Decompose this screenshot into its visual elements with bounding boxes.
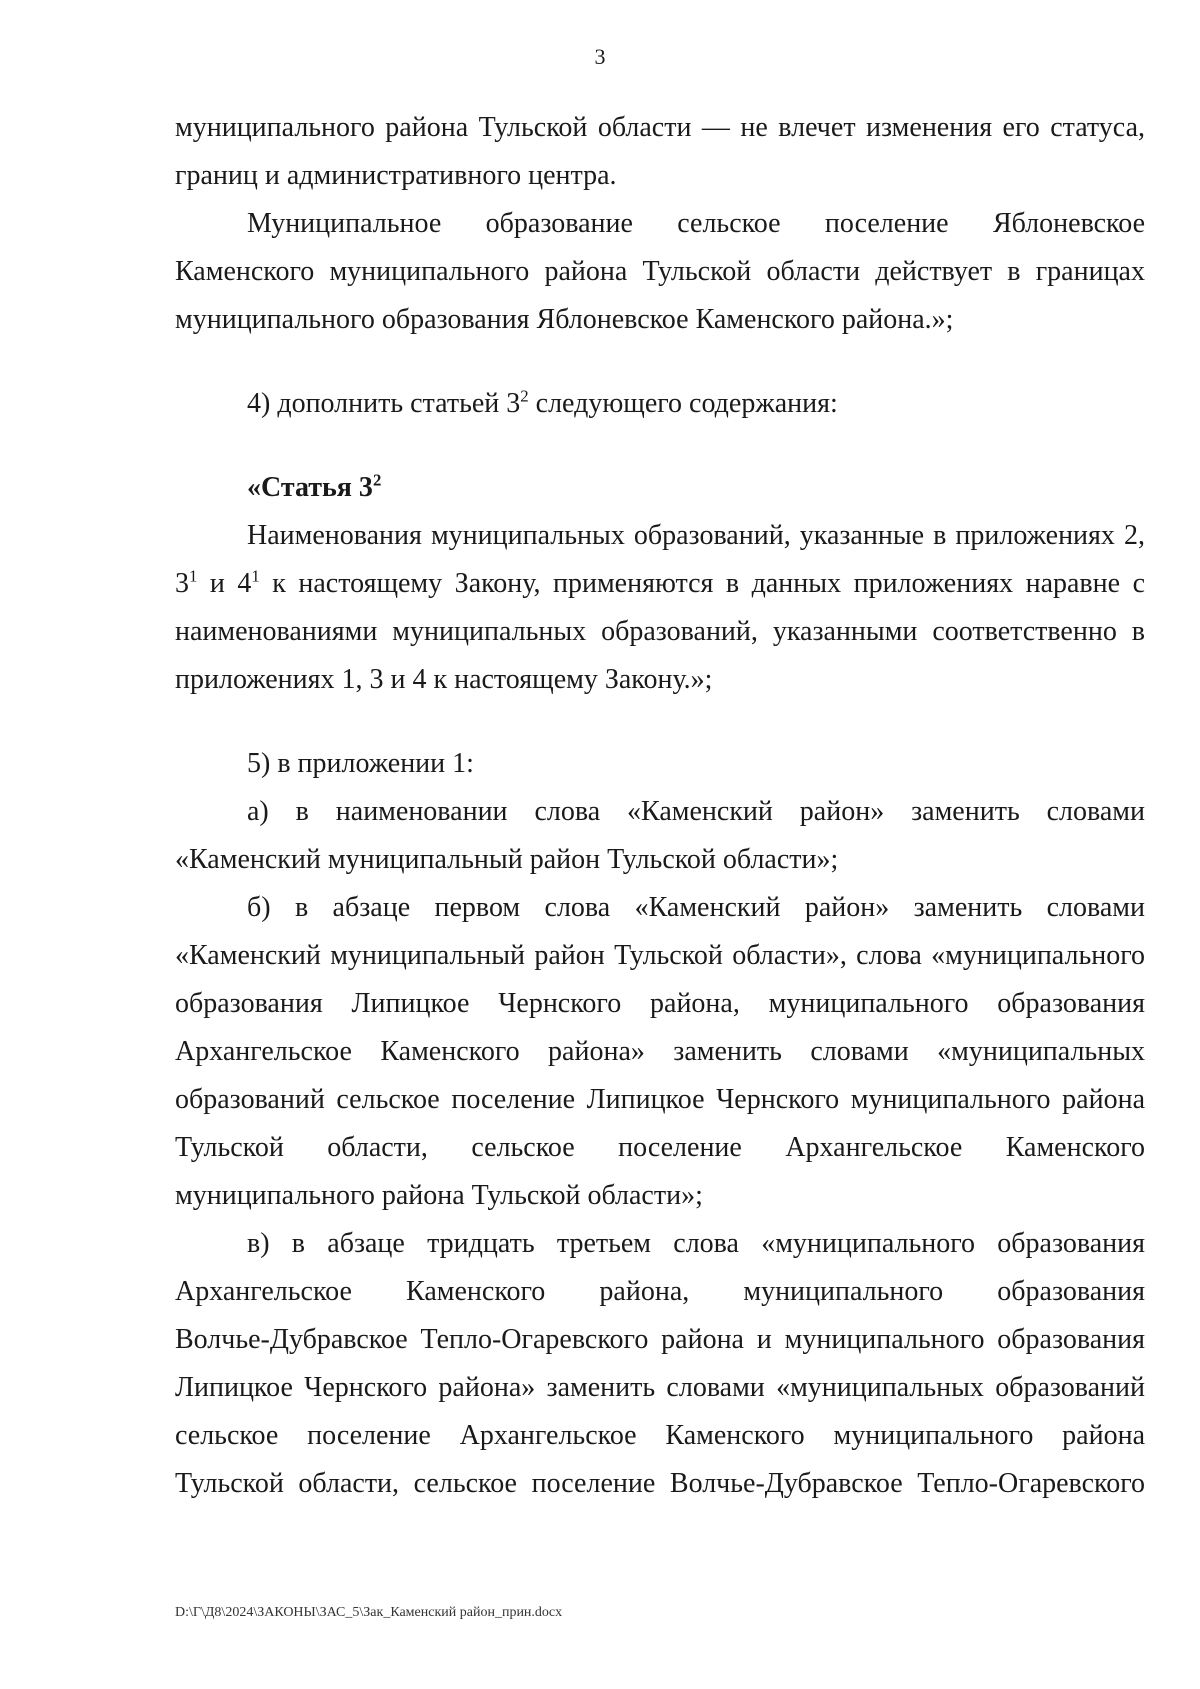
superscript: 2 <box>520 386 529 406</box>
item-4-line <box>175 380 1145 428</box>
text-line: границ и административного центра. <box>175 160 617 191</box>
superscript: 1 <box>189 566 198 586</box>
text-fragment: 3 <box>175 568 189 599</box>
text-line: Волчье-Дубравское Тепло-Огаревского района и муниципального образования <box>175 1324 1145 1355</box>
text-line: Тульской области, сельское поселение Архангельское Каменского <box>175 1132 1145 1163</box>
text-line: Архангельское Каменского района» заменить словами «муниципальных <box>175 1036 1145 1067</box>
file-path-footer: D:\Г\Д8\2024\ЗАКОНЫ\ЗАС_5\Зак_Каменский район_прин.docx <box>175 1605 563 1620</box>
text-line: а) в наименовании слова «Каменский район» заменить словами <box>247 796 1145 827</box>
text-line: б) в абзаце первом слова «Каменский район» заменить словами <box>247 892 1145 923</box>
text-line: муниципального района Тульской области — не влечет изменения его статуса, <box>175 112 1145 143</box>
text-line: Архангельское Каменского района, муниципального образования <box>175 1276 1145 1307</box>
text-line: муниципального района Тульской области»; <box>175 1180 703 1211</box>
item-5-line: 5) в приложении 1: <box>247 748 474 779</box>
text-line: Муниципальное образование сельское поселение Яблоневское <box>247 208 1145 239</box>
superscript: 1 <box>251 566 260 586</box>
text-line: Каменского муниципального района Тульской области действует в границах <box>175 256 1145 287</box>
text-line: «Каменский муниципальный район Тульской области»; <box>175 844 839 875</box>
article-heading <box>175 464 1145 512</box>
page-number: 3 <box>594 44 606 69</box>
document-body <box>175 104 1145 1508</box>
text-line: «Каменский муниципальный район Тульской области», слова «муниципального <box>175 940 1145 971</box>
text-fragment: 4) дополнить статьей 3 <box>247 388 521 419</box>
text-line: образования Липицкое Чернского района, муниципального образования <box>175 988 1145 1019</box>
text-line: муниципального образования Яблоневское Каменского района.»; <box>175 304 954 335</box>
text-line: образований сельское поселение Липицкое Чернского муниципального района <box>175 1084 1145 1115</box>
superscript: 2 <box>372 470 382 490</box>
text-fragment: следующего содержания: <box>528 388 838 419</box>
text-fragment: и 4 <box>197 568 252 599</box>
text-line: в) в абзаце тридцать третьем слова «муниципального образования <box>247 1228 1145 1259</box>
text-line: Наименования муниципальных образований, указанные в приложениях 2, <box>247 520 1145 551</box>
text-line: сельское поселение Архангельское Каменского муниципального района <box>175 1420 1145 1451</box>
text-line: Тульской области, сельское поселение Волчье-Дубравское Тепло-Огаревского <box>175 1468 1145 1499</box>
text-line: Липицкое Чернского района» заменить словами «муниципальных образований <box>175 1372 1145 1403</box>
text-line: наименованиями муниципальных образований, указанными соответственно в <box>175 616 1145 647</box>
article-title: «Статья 3 <box>247 472 373 503</box>
text-fragment: к настоящему Закону, применяются в данных приложениях наравне с <box>259 568 1145 599</box>
text-line: приложениях 1, 3 и 4 к настоящему Закону.»; <box>175 664 713 695</box>
text-line <box>175 560 1145 608</box>
